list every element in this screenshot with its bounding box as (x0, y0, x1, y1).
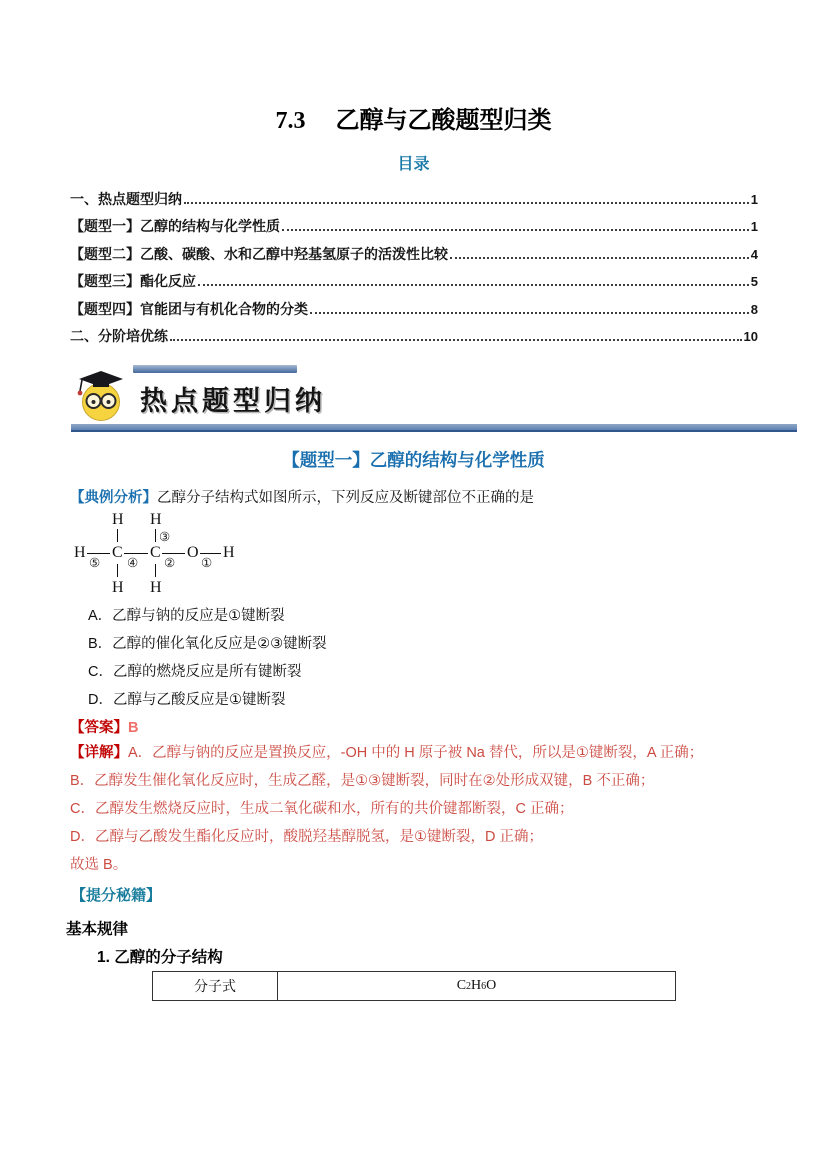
analysis-line: B．乙醇发生催化氧化反应时，生成乙醛，是①③键断裂，同时在②处形成双键，B 不正确； (70, 773, 655, 789)
choice-options (88, 604, 327, 716)
toc-dot-leader (310, 303, 749, 313)
formula-part: O (486, 978, 497, 993)
toc-entry-label: 【题型四】官能团与有机化合物的分类 (70, 300, 308, 317)
analysis-conclusion: 故选 B。 (70, 857, 128, 873)
toc-entry-label: 二、分阶培优练 (70, 327, 168, 344)
banner-title: 热点题型归纳 (140, 386, 326, 416)
section-number: 7.3 (275, 108, 306, 134)
ethanol-structure-diagram (74, 512, 249, 596)
atom-h-bottom1: H (112, 579, 124, 596)
toc-page-number: 4 (750, 246, 758, 262)
option-key: A． (88, 608, 113, 624)
toc-heading: 目录 (397, 156, 430, 173)
rule1-heading: 1. 乙醇的分子结构 (97, 949, 223, 966)
toc-page-number: 10 (743, 328, 758, 344)
atom-o: O (187, 544, 199, 561)
analysis-line (70, 742, 770, 770)
banner-top-bar (133, 365, 297, 373)
analysis-text: A．乙醇与钠的反应是置换反应，-OH 中的 H 原子被 Na 替代，所以是①键断裂，A 正确； (128, 745, 704, 761)
bond-line (155, 564, 156, 577)
topic1-heading: 【题型一】乙醇的结构与化学性质 (282, 450, 545, 470)
formula-subscript: 6 (481, 980, 487, 992)
atom-h-right: H (223, 544, 235, 561)
option-d (88, 688, 327, 716)
toc-entry[interactable] (70, 299, 758, 326)
toc-page-number: 1 (750, 219, 758, 235)
atom-c1: C (112, 544, 123, 561)
toc-page-number: 8 (750, 301, 758, 317)
option-c (88, 660, 327, 688)
option-a (88, 604, 327, 632)
bond-label-1: ① (201, 556, 213, 570)
formula-part: H (471, 978, 482, 993)
bond-label-3: ③ (159, 530, 171, 544)
bond-line (87, 553, 110, 554)
atom-h-top1: H (112, 511, 124, 528)
example-label: 【典例分析】 (70, 490, 157, 506)
toc-page-number: 5 (750, 274, 758, 290)
table-of-contents (70, 189, 758, 353)
atom-h-top2: H (150, 511, 162, 528)
toc-entry[interactable] (70, 216, 758, 243)
option-text: 乙醇的燃烧反应是所有键断裂 (112, 664, 302, 680)
table-value-cell (278, 972, 675, 1000)
formula-part: C (456, 978, 467, 993)
page-title (0, 100, 827, 135)
rules-heading: 基本规律 (66, 921, 129, 938)
toc-entry[interactable] (70, 326, 758, 353)
section-divider-bar (71, 424, 797, 432)
bond-line (124, 553, 148, 554)
atom-c2: C (150, 544, 161, 561)
bond-line (117, 564, 118, 577)
bond-line (117, 529, 118, 542)
example-analysis-line (70, 486, 534, 507)
option-key: B． (88, 636, 113, 652)
bond-label-4: ④ (127, 556, 139, 570)
bond-line (200, 553, 221, 554)
scholar-emoji-icon (75, 369, 127, 423)
toc-dot-leader (282, 221, 749, 231)
option-key: C． (88, 664, 113, 680)
bond-line (155, 529, 156, 542)
answer-line (70, 716, 138, 737)
tips-label: 【提分秘籍】 (71, 887, 162, 904)
toc-entry[interactable] (70, 189, 758, 216)
toc-entry[interactable] (70, 271, 758, 298)
toc-entry-label: 【题型三】酯化反应 (70, 273, 196, 290)
toc-entry-label: 【题型二】乙酸、碳酸、水和乙醇中羟基氢原子的活泼性比较 (70, 245, 448, 262)
toc-page-number: 1 (750, 192, 758, 207)
analysis-line: C．乙醇发生燃烧反应时，生成二氧化碳和水，所有的共价键都断裂，C 正确； (70, 801, 574, 817)
toc-dot-leader (184, 194, 749, 204)
table-header-cell: 分子式 (153, 972, 278, 1000)
analysis-line: D．乙醇与乙酸发生酯化反应时，酸脱羟基醇脱氢，是①键断裂，D 正确； (70, 829, 543, 845)
bond-label-2: ② (164, 556, 176, 570)
section-title-text: 乙醇与乙酸题型归类 (335, 108, 552, 134)
example-question-text: 乙醇分子结构式如图所示，下列反应及断键部位不正确的是 (157, 490, 534, 506)
toc-dot-leader (450, 249, 749, 259)
formula-subscript: 2 (466, 980, 472, 992)
molecular-structure-table (152, 971, 676, 1001)
option-text: 乙醇与钠的反应是①键断裂 (112, 608, 285, 624)
option-key: D． (88, 692, 113, 708)
toc-entry-label: 一、热点题型归纳 (70, 191, 182, 207)
option-b (88, 632, 327, 660)
bond-label-5: ⑤ (89, 556, 101, 570)
analysis-block (70, 742, 770, 882)
atom-h-left: H (74, 544, 86, 561)
analysis-label: 【详解】 (70, 745, 128, 761)
toc-entry[interactable] (70, 244, 758, 271)
bond-line (162, 553, 185, 554)
answer-value: B (128, 720, 139, 736)
toc-dot-leader (170, 331, 742, 341)
option-text: 乙醇与乙酸反应是①键断裂 (112, 692, 286, 708)
toc-entry-label: 【题型一】乙醇的结构与化学性质 (70, 218, 280, 235)
answer-label: 【答案】 (70, 720, 128, 736)
toc-dot-leader (198, 276, 749, 286)
option-text: 乙醇的催化氧化反应是②③键断裂 (112, 636, 327, 652)
atom-h-bottom2: H (150, 579, 162, 596)
